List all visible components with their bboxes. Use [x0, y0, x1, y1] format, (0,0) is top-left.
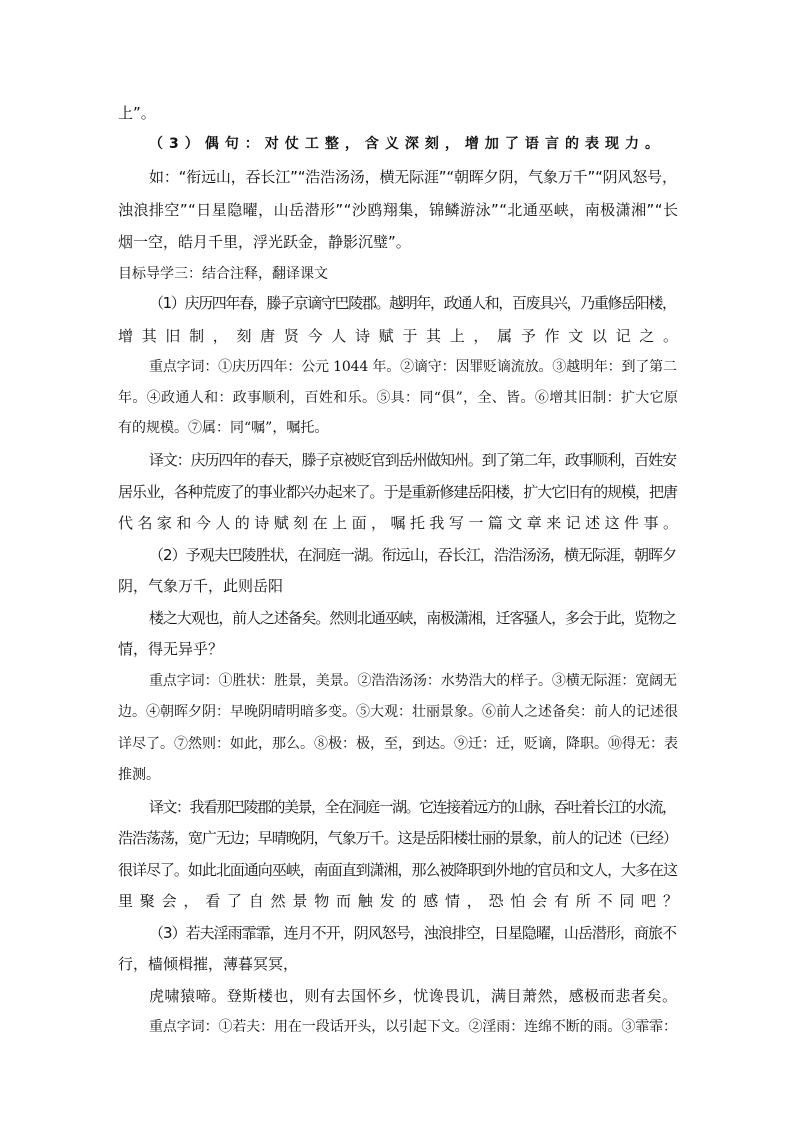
- text-line: 有的规模。⑦属：同“嘱”，嘱托。: [118, 420, 329, 436]
- text-line: 重点字词：①若夫：用在一段话开头，以引起下文。②淫雨：连绵不断的雨。③霏霏：: [149, 1019, 677, 1035]
- text-line: （3）若夫淫雨霏霏，连月不开，阴风怒号，浊浪排空，日星隐曜，山岳潜形，商旅不: [149, 924, 676, 942]
- text-line: 虎啸猿啼。登斯楼也，则有去国怀乡，忧谗畏讥，满目萧然，感极而悲者矣。: [149, 987, 678, 1005]
- text-line: 阴，气象万千，此则岳阳: [118, 577, 284, 595]
- text-line: 浩浩荡荡，宽广无边；早晴晚阴，气象万千。这是岳阳楼壮丽的景象，前人的记述（已经）: [118, 829, 677, 847]
- text-line: 边。④朝晖夕阴：早晚阴晴明暗多变。⑤大观：壮丽景象。⑥前人之述备矣：前人的记述很: [118, 704, 678, 720]
- text-line: 烟一空，皓月千里，浮光跃金，静影沉璧”。: [118, 233, 411, 251]
- section-heading: 目标导学三：结合注释，翻译课文: [118, 266, 328, 282]
- text-line: 情，得无异乎？: [118, 640, 224, 658]
- text-line: 详尽了。⑦然则：如此，那么。⑧极：极，至，到达。⑨迁：迁，贬谪，降职。⑩得无：表: [118, 736, 678, 752]
- text-line: 很详尽了。如此北面通向巫峡，南面直到潇湘，那么被降职到外地的官员和文人，大多在这: [118, 861, 677, 879]
- text-line: 楼之大观也，前人之述备矣。然则北通巫峡，南极潇湘，迁客骚人，多会于此，览物之: [149, 609, 676, 627]
- text-line: 译文：我看那巴陵郡的美景，全在洞庭一湖。它连接着远方的山脉，吞吐着长江的水流，: [149, 798, 676, 816]
- text-line: 行，樯倾楫摧，薄暮冥冥，: [118, 955, 299, 973]
- text-line: 浊浪排空”“日星隐曜，山岳潜形”“沙鸥翔集，锦鳞游泳”“北通巫峡，南极潇湘”“长: [118, 201, 679, 219]
- text-line: 如：“衔远山，吞长江”“浩浩汤汤，横无际涯”“朝晖夕阴，气象万千”“阴风怒号，: [149, 168, 677, 186]
- text-line: 居乐业，各种荒废了的事业都兴办起来了。于是重新修建岳阳楼，扩大它旧有的规模，把唐: [118, 483, 677, 501]
- text-line: 里聚会，看了自然景物而触发的感情，恐怕会有所不同吧？: [118, 892, 685, 910]
- text-line: （2）予观夫巴陵胜状，在洞庭一湖。衔远山，吞长江，浩浩汤汤，横无际涯，朝晖夕: [149, 546, 676, 564]
- text-line: 代名家和今人的诗赋刻在上面，嘱托我写一篇文章来记述这件事。: [118, 514, 683, 532]
- text-line: 重点字词：①庆历四年：公元 1044 年。②谪守：因罪贬谪流放。③越明年：到了第二: [149, 359, 677, 375]
- text-line: （3）偶句：对仗工整，含义深刻，增加了语言的表现力。: [149, 136, 665, 152]
- text-line: 重点字词：①胜状：胜景，美景。②浩浩汤汤：水势浩大的样子。③横无际涯：宽阔无: [149, 673, 677, 689]
- text-line: 推测。: [118, 767, 160, 783]
- text-line: 增其旧制，刻唐贤今人诗赋于其上，属予作文以记之。: [118, 327, 687, 345]
- text-line: 译文：庆历四年的春天，滕子京被贬官到岳州做知州。到了第二年，政事顺利，百姓安: [149, 451, 676, 469]
- text-line: 年。④政通人和：政事顺利，百姓和乐。⑤具：同“俱”，全、皆。⑥增其旧制：扩大它原: [118, 390, 679, 406]
- text-line: （1）庆历四年春，滕子京谪守巴陵郡。越明年，政通人和，百废具兴，乃重修岳阳楼，: [149, 294, 676, 312]
- text-line: 上”。: [118, 104, 156, 122]
